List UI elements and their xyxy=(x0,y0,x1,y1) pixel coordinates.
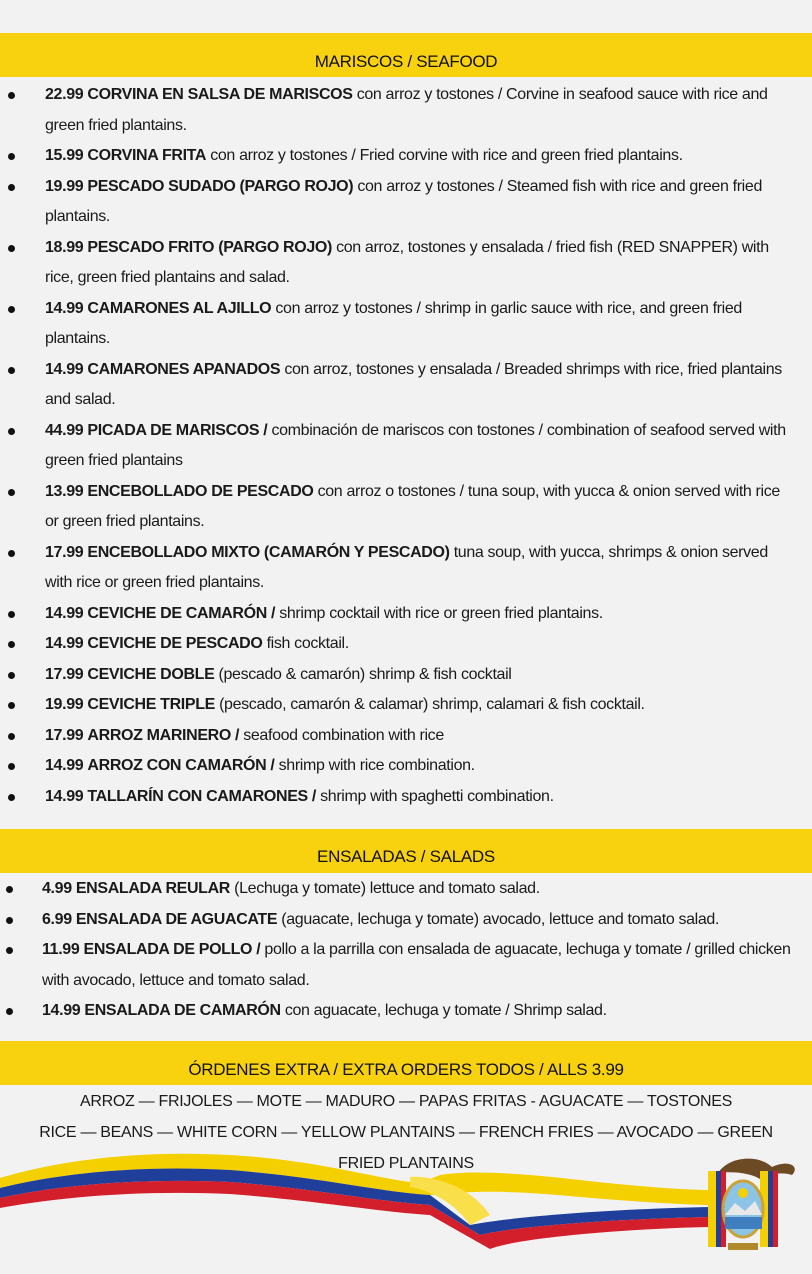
list-item: 14.99 TALLARÍN CON CAMARONES / shrimp with spaghetti combination. xyxy=(0,782,812,813)
bullet-icon xyxy=(8,611,15,618)
list-item: 14.99 CAMARONES APANADOS con arroz, tostones y ensalada / Breaded shrimps with rice, fried plantains and salad. xyxy=(0,355,812,416)
ecuador-coat-of-arms-icon xyxy=(708,1159,795,1250)
salads-list xyxy=(0,874,812,1027)
extras-line-spanish: ARROZ — FRIJOLES — MOTE — MADURO — PAPAS FRITAS - AGUACATE — TOSTONES xyxy=(80,1093,732,1110)
extras-line-english: RICE — BEANS — WHITE CORN — YELLOW PLANTAINS — FRENCH FRIES — AVOCADO — GREEN xyxy=(39,1124,773,1141)
bullet-icon xyxy=(8,641,15,648)
list-item: 22.99 CORVINA EN SALSA DE MARISCOS con arroz y tostones / Corvine in seafood sauce with rice and green fried plantains. xyxy=(0,80,812,141)
list-item: 4.99 ENSALADA REULAR (Lechuga y tomate) lettuce and tomato salad. xyxy=(0,874,812,905)
bullet-icon xyxy=(6,1008,13,1015)
list-item: 14.99 ENSALADA DE CAMARÓN con aguacate, lechuga y tomate / Shrimp salad. xyxy=(0,996,812,1027)
extras-section-header xyxy=(0,1041,812,1085)
seafood-section-title: MARISCOS / SEAFOOD xyxy=(314,52,498,71)
list-item: 14.99 CEVICHE DE PESCADO fish cocktail. xyxy=(0,629,812,660)
bullet-icon xyxy=(8,92,15,99)
bullet-icon xyxy=(8,702,15,709)
salads-section-header xyxy=(0,829,812,873)
list-item: 14.99 ARROZ CON CAMARÓN / shrimp with rice combination. xyxy=(0,751,812,782)
bullet-icon xyxy=(8,794,15,801)
list-item: 44.99 PICADA DE MARISCOS / combinación de mariscos con tostones / combination of seafood served with green fried plantains xyxy=(0,416,812,477)
list-item: 14.99 CEVICHE DE CAMARÓN / shrimp cocktail with rice or green fried plantains. xyxy=(0,599,812,630)
bullet-icon xyxy=(8,428,15,435)
list-item: 14.99 CAMARONES AL AJILLO con arroz y tostones / shrimp in garlic sauce with rice, and green fried plantains. xyxy=(0,294,812,355)
extras-section-title: ÓRDENES EXTRA / EXTRA ORDERS TODOS / ALLS 3.99 xyxy=(188,1060,624,1079)
bullet-icon xyxy=(6,886,13,893)
bullet-icon xyxy=(8,245,15,252)
bullet-icon xyxy=(8,763,15,770)
list-item: 11.99 ENSALADA DE POLLO / pollo a la parrilla con ensalada de aguacate, lechuga y tomate / grilled chicken with avocado, lettuce and tomato salad. xyxy=(0,935,812,996)
salads-section-title: ENSALADAS / SALADS xyxy=(317,847,495,866)
list-item: 17.99 ARROZ MARINERO / seafood combination with rice xyxy=(0,721,812,752)
bullet-icon xyxy=(8,153,15,160)
bullet-icon xyxy=(8,367,15,374)
list-item: 19.99 PESCADO SUDADO (PARGO ROJO) con arroz y tostones / Steamed fish with rice and green fried plantains. xyxy=(0,172,812,233)
list-item: 18.99 PESCADO FRITO (PARGO ROJO) con arroz, tostones y ensalada / fried fish (RED SNAPPER) with rice, green fried plantains and salad. xyxy=(0,233,812,294)
list-item: 19.99 CEVICHE TRIPLE (pescado, camarón & calamar) shrimp, calamari & fish cocktail. xyxy=(0,690,812,721)
list-item: 17.99 ENCEBOLLADO MIXTO (CAMARÓN Y PESCADO) tuna soup, with yucca, shrimps & onion served with rice or green fried plantains. xyxy=(0,538,812,599)
list-item: 6.99 ENSALADA DE AGUACATE (aguacate, lechuga y tomate) avocado, lettuce and tomato salad. xyxy=(0,905,812,936)
ecuador-flag-ribbon-icon xyxy=(0,1145,812,1274)
bullet-icon xyxy=(8,672,15,679)
bullet-icon xyxy=(8,489,15,496)
list-item: 17.99 CEVICHE DOBLE (pescado & camarón) shrimp & fish cocktail xyxy=(0,660,812,691)
bullet-icon xyxy=(6,917,13,924)
bullet-icon xyxy=(8,550,15,557)
bullet-icon xyxy=(8,306,15,313)
bullet-icon xyxy=(6,947,13,954)
extras-line-english-cont: FRIED PLANTAINS xyxy=(338,1155,474,1172)
list-item: 15.99 CORVINA FRITA con arroz y tostones / Fried corvine with rice and green fried plantains. xyxy=(0,141,812,172)
list-item: 13.99 ENCEBOLLADO DE PESCADO con arroz o tostones / tuna soup, with yucca & onion served with rice or green fried plantains. xyxy=(0,477,812,538)
bullet-icon xyxy=(8,733,15,740)
bullet-icon xyxy=(8,184,15,191)
seafood-list xyxy=(0,80,812,812)
seafood-section-header xyxy=(0,33,812,77)
